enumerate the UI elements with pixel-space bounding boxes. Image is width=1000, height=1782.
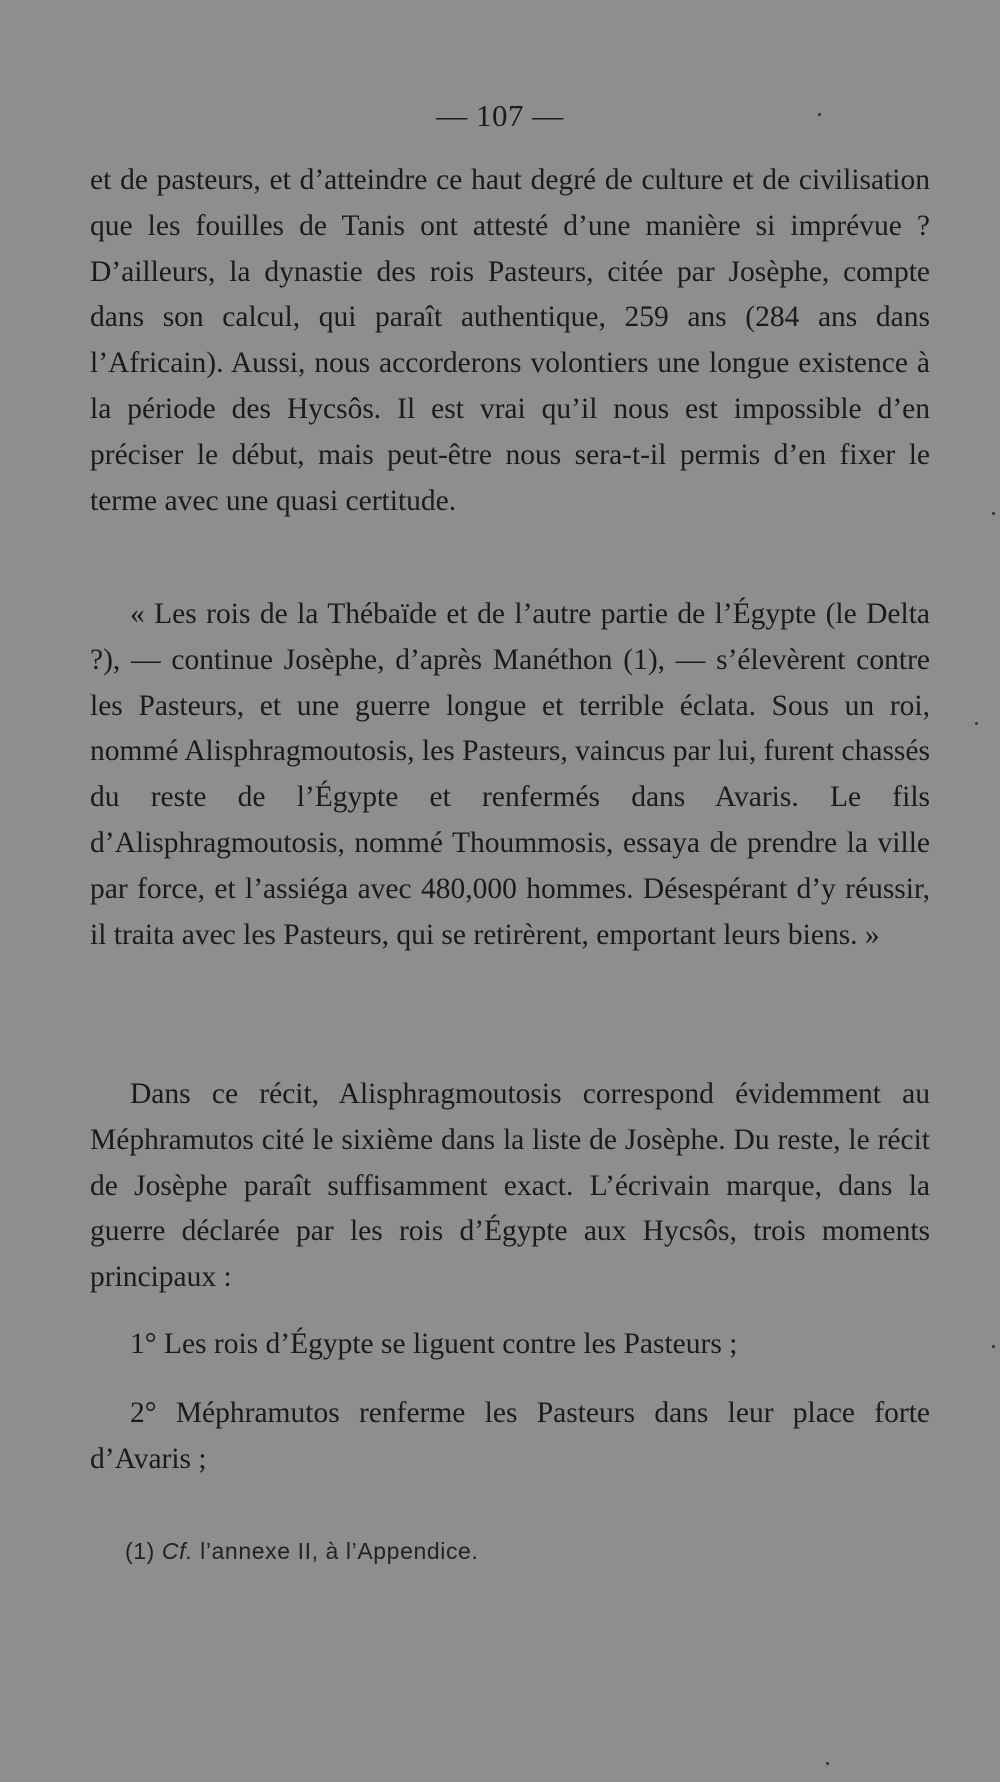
list-item-text: 1° Les rois d’Égypte se liguent contre les Pasteurs ;	[130, 1328, 738, 1360]
paragraph-2-quotation	[90, 592, 930, 958]
page-number: — 107 —	[436, 98, 564, 133]
list-item-text: 2° Méphramutos renferme les Pasteurs dans leur place forte d’Avaris ;	[90, 1397, 930, 1475]
list-item-2	[90, 1391, 930, 1483]
list-item-1	[90, 1322, 930, 1368]
paragraph-text: « Les rois de la Thébaïde et de l’autre partie de l’Égypte (le Delta ?), — continue Josèphe, d’après Manéthon (1), — s’élevèrent contre les Pasteurs, et une guerre longue et terrible éclata. Sous un roi, nommé Alisphragmoutosis, les Pasteurs, vaincus par lui, furent chassés du reste de l’Égypte et renfermés dans Avaris. Le fils d’Alisphragmoutosis, nommé Thoummosis, essaya de prendre la ville par force, et l’assiéga avec 480,000 hommes. Désespérant d’y réussir, il traita avec les Pasteurs, qui se retirèrent, emportant leurs biens. »	[90, 598, 930, 951]
footnote	[125, 1538, 478, 1565]
paragraph-1	[90, 158, 930, 524]
scan-speck	[975, 722, 978, 725]
footnote-marker: (1)	[125, 1538, 155, 1564]
scan-speck	[992, 512, 995, 515]
footnote-cf: Cf.	[161, 1538, 194, 1564]
scan-speck	[992, 1345, 995, 1348]
scan-speck	[826, 1762, 829, 1765]
footnote-text: l’annexe II, à l’Appendice.	[200, 1538, 479, 1564]
scan-speck	[818, 113, 821, 116]
paragraph-text: et de pasteurs, et d’atteindre ce haut degré de culture et de civilisation que les fouilles de Tanis ont attesté d’une manière si imprévue ? D’ailleurs, la dynastie des rois Pasteurs, citée par Josèphe, compte dans son calcul, qui paraît authentique, 259 ans (284 ans dans l’Africain). Aussi, nous accorderons volontiers une longue existence à la période des Hycsôs. Il est vrai qu’il nous est impossible d’en préciser le début, mais peut-être nous sera-t-il permis d’en fixer le terme avec une quasi certitude.	[90, 164, 930, 517]
paragraph-3	[90, 1072, 930, 1301]
paragraph-text: Dans ce récit, Alisphragmoutosis correspond évidemment au Méphramutos cité le sixième dans la liste de Josèphe. Du reste, le récit de Josèphe paraît suffisamment exact. L’écrivain marque, dans la guerre déclarée par les rois d’Égypte aux Hycsôs, trois moments principaux :	[90, 1078, 930, 1294]
